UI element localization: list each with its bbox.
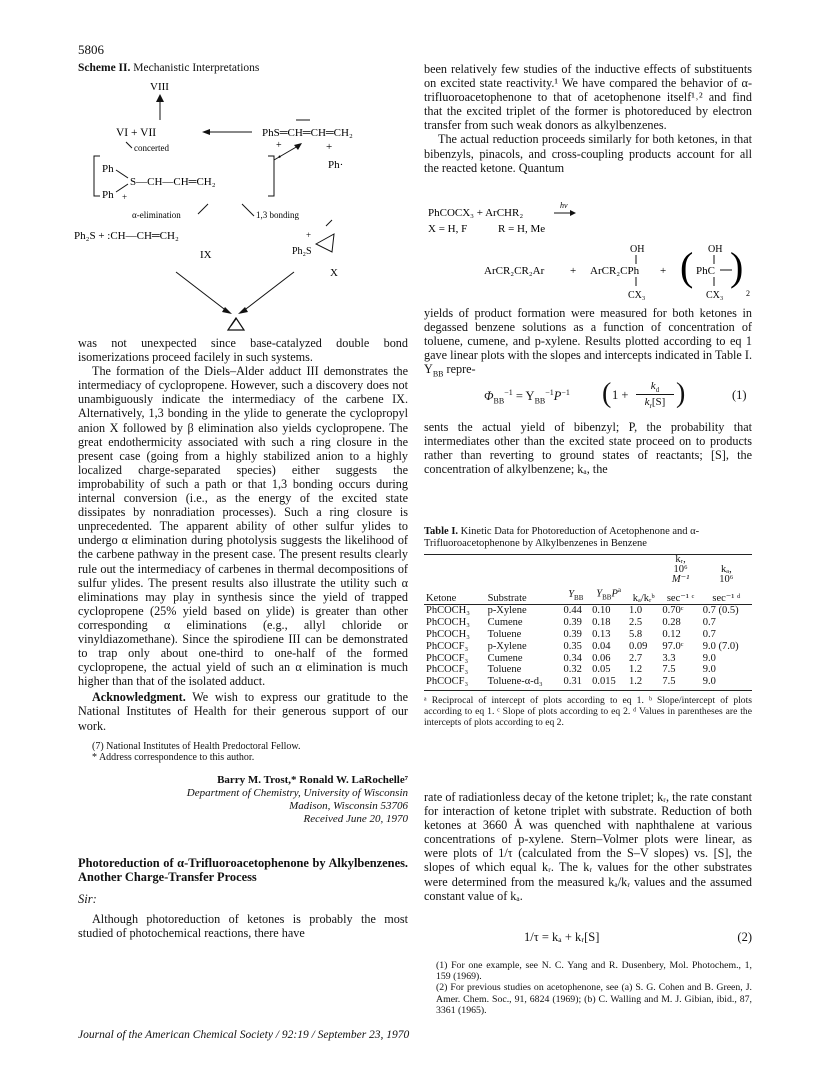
table-cell: 0.06 [592,652,611,664]
table-cell: 3.3 [662,652,676,664]
table-cell: 2.7 [629,652,643,664]
footnote-1: (1) For one example, see N. C. Yang and R. Dusenbery, Mol. Photochem., 1, 159 (1969). [436,960,752,983]
journal-footer: Journal of the American Chemical Society / 92:19 / September 23, 1970 [78,1029,410,1041]
table-cell: Toluene-α-d₃ [487,676,543,688]
table-cell: Toluene [487,664,522,676]
left-column [78,336,408,940]
arrow-left-head [202,129,210,135]
arrow-up-head [156,94,164,102]
head-sec2: sec⁻¹ ᵈ [712,592,741,604]
eq1-number: (1) [732,388,747,402]
product-cross: ArCR₂CPh [590,265,640,277]
label-vi-vii: VI + VII [116,127,157,139]
table-cell: Cumene [487,617,523,629]
table-cell: 1.2 [629,664,643,676]
table-cell: 0.44 [563,605,582,617]
head-substrate: Substrate [487,592,527,604]
arrow-alpha [198,204,208,214]
article-title: Photoreduction of α-Trifluoroacetophenone by Alkylbenzenes. Another Charge-Transfer Process [78,855,408,884]
cation-chain: S—CH—CH═CH₂ [130,176,216,188]
label-concerted: concerted [134,143,169,153]
eq1-equals: = Y [515,389,535,404]
table-cell: p-Xylene [487,640,527,652]
label-viii: VIII [150,81,169,93]
bracket-left [94,156,100,196]
right-para-5-wrap [424,790,752,903]
ack-label: Acknowledgment. [92,690,186,705]
head-kdkr: kₐ/kᵣᵇ [632,592,655,604]
table-cell: 0.31 [563,676,582,688]
table-cell: 1.0 [629,605,643,617]
converge-left [176,272,228,312]
reaction-scheme [424,200,754,302]
arrow-diag-head [294,143,302,150]
scheme-label: Scheme II. [78,62,131,74]
plus-2: + [660,265,667,277]
eq1-paren-l: ( [602,378,612,409]
table-cell: 5.8 [629,628,643,640]
eq1-kd: k [650,380,656,392]
right-para-4-wrap [424,420,752,476]
head-ybb: $Y_{BB}$ [568,588,584,602]
table-row [424,676,752,688]
table-cell: PhCOCF₃ [426,664,469,676]
table-cell: 0.18 [592,617,611,629]
rxn-arrow-head [570,210,576,216]
salutation: Sir: [78,891,97,906]
eq2-number: (2) [737,930,752,944]
table-cell: 0.35 [563,640,582,652]
table-head [424,585,752,605]
converge-right [242,272,294,312]
table-cell: 7.5 [662,664,676,676]
table-cell: PhCOCF₃ [426,640,469,652]
cx3-2: CX₃ [706,290,724,301]
kinetic-table [424,554,752,688]
right-para-3-wrap [424,306,752,382]
table-cell: 0.39 [563,628,582,640]
ph-radical: Ph· [328,159,344,171]
authors: Barry M. Trost,* Ronald W. LaRochelle⁷ [217,773,408,786]
label-x: X [330,267,338,279]
table-cell: PhCOCF₃ [426,676,469,688]
ring-plus: + [306,230,312,240]
table-cell: 0.70ᶜ [662,605,684,617]
table-cell: 0.7 [702,628,716,640]
rxn-r: R = H, Me [498,223,546,235]
table-cell: Toluene [487,628,522,640]
table-cell: p-Xylene [487,605,527,617]
table-cell: 0.10 [592,605,611,617]
footnote-7: (7) National Institutes of Health Predoctoral Fellow. [92,740,301,752]
cation-ph2: Ph [102,189,114,201]
head-sec1: sec⁻¹ ᶜ [666,592,695,604]
cation-plus: + [122,192,128,202]
label-13-bonding: 1,3 bonding [256,210,300,220]
eq1-one: 1 + [612,388,629,402]
table-cell: 0.7 [702,617,716,629]
concerted-arrow [126,142,132,148]
eq1-kr: k [644,396,650,408]
table-body [424,605,752,688]
cyclopropyl-ring [316,234,334,252]
table-row [424,605,752,617]
oh-1: OH [630,244,645,255]
table-cell: 0.39 [563,617,582,629]
cation-ph1: Ph [102,163,114,175]
arrow-13 [242,204,254,216]
left-para-2: The formation of the Diels–Alder adduct III demonstrates the intermediacy of cyclopropene. However, such a discovery does not unambiguously indicate the intermediacy of the carbene IX. Alternatively, 1,3 bonding in the ylide to generate the cyclopropyl anion X followed by β elimination also yields cyclopropene. The great endothermicity associated with such a ring closure in the present case (going from a highly stabilized anion to a highly localized charge-separated species) either suggests the improbability of such a path or that 1,3 bonding occurs during internal conversion (i.e., as the energy of the excited state dissipates by nonradiation processes). Such a ring closure is unprecedented. The apparent ability of other sulfur ylides to undergo α elimination during photolysis suggests the likelihood of the carbene pathway in the present case. The present results clearly rule out the intermediacy of carbenes in thermal decompositions of sulfur ylides. The present results also illustrate the utility such α eliminations may play in synthesis since the yield of trapped cyclopropene (25% yield based on ylide) is greater than other corresponding α eliminations (e.g., allyl chloride or vinyldiazomethane). Since the spirodiene III can be demonstrated to trap only about one-third to one-half of the formed cyclopropene, the actual yield of such an α elimination is much higher than that of the isolated adduct. [78,364,408,689]
table-caption-text: Kinetic Data for Photoreduction of Acetophenone and α-Trifluoroacetophenone by Alkylbenzenes in Benzene [424,526,700,549]
right-column [424,62,752,175]
page-number: 5806 [78,42,104,57]
department: Department of Chemistry, University of Wisconsin [186,786,408,799]
table-cell: PhCOCH₃ [426,605,470,617]
bond-ph1 [116,170,128,178]
product-bibenzyl: ArCR₂CR₂Ar [484,265,545,277]
right-para-5: rate of radiationless decay of the ketone triplet; kᵣ, the rate constant for interaction of ketone triplet with substrate. Reduction of both ketones at 3660 Å was quenched with naphthalene at various concentrations of p-xylene. Stern–Volmer plots were linear, as were plots of 1/τ (calculated from the S–V slopes) vs. [S], the slopes of which equal kᵣ. The kᵣ values for the other substrates were determined from the measured kₐ/kᵣ values and the assumed constant value of kₐ. [424,790,752,903]
table-note: ᵃ Reciprocal of intercept of plots according to eq 1. ᵇ Slope/intercept of plots according to eq 1. ᶜ Slope of plots according to eq 2. ᵈ Values in parentheses are the intercepts of plots according to eq 2. [424,694,752,728]
carbene-products: Ph₂S + :CH—CH═CH₂ [74,230,179,242]
cx3-1: CX₃ [628,290,646,301]
table-row [424,629,752,641]
label-ix: IX [200,249,212,261]
intro-text: Although photoreduction of ketones is probably the most studied of photochemical reactions, there have [78,911,408,940]
scheme-caption: Mechanistic Interpretations [133,62,260,74]
acknowledgment [78,690,408,732]
table-cell: 9.0 [702,664,716,676]
right-para-2: The actual reduction proceeds similarly for both ketones, in that bibenzyls, pinacols, and cross-coupling products account for all the reacted ketone. Quantum [424,132,752,175]
table-head-top [424,555,752,586]
table-cell: 9.0 [702,652,716,664]
received-date: Received June 20, 1970 [303,812,408,825]
subscript-2: 2 [746,289,750,298]
bracket-dot: • [278,152,282,162]
table-row [424,653,752,665]
table-cell: 0.32 [563,664,582,676]
rxn-hv: hν [560,201,568,210]
p3-end: repre- [443,362,476,377]
equation-1: $\Phi_{BB}^{-1} = Y_{BB}^{-1}P^{-1}$ ( 1 + $k_d$ $k_r[S]$ ) (1) [484,378,747,411]
right-para-3 [424,306,752,382]
plus-1: + [570,265,577,277]
table-cell: PhCOCH₃ [426,617,470,629]
footnote-2: (2) For previous studies on acetophenone, see (a) S. G. Cohen and B. Green, J. Amer. Chem. Soc., 91, 6824 (1969); (b) C. Walling and M. J. Gibian, ibid., 87, 3361 (1965). [436,982,752,1016]
city: Madison, Wisconsin 53706 [289,799,408,812]
left-para-1: was not unexpected since base-catalyzed double bond isomerizations proceed facilely in such systems. [78,336,408,365]
ph2s-ring: Ph₂S [292,246,312,257]
table-cell: 0.12 [662,628,681,640]
table-cell: 0.015 [592,676,616,688]
eq1-numerator: $k_d$ [636,380,674,395]
right-para-4: sents the actual yield of bibenzyl; P, the probability that intermediates other than the excited state proceed on to products rather than reverting to ground states of reactants; [S], the concentration of alkylbenzene; kₐ, the [424,420,752,477]
table-cell: PhCOCF₃ [426,652,469,664]
scheme-title [78,62,259,74]
rxn-reactants: PhCOCX₃ + ArCHR₂ [428,207,524,219]
p3-sub: BB [432,369,444,379]
table-cell: 0.09 [629,640,648,652]
plus-charge: + [276,140,282,151]
eq1-denominator: $k_r[S]$ [644,396,666,411]
table-cell: 0.7 (0.5) [702,605,739,617]
product-pinacol: PhC [696,265,715,277]
table-cell: 1.2 [629,676,643,688]
head-ketone: Ketone [426,592,457,604]
right-para-1: been relatively few studies of the inductive effects of substituents on excited state reactivity.¹ We have compared the behavior of α-trifluoroacetophenone to that of acetophenone itself¹˒² and find that the excited triplet of the former is photoreduced by electron transfer from such weak donors as alkylbenzenes. [424,62,752,133]
table-1 [424,526,752,728]
head-kd: kₐ, 10⁶ [719,564,734,585]
paren-right: ) [730,244,744,289]
table-cell: PhCOCH₃ [426,628,470,640]
table-row [424,664,752,676]
table-cell: 7.5 [662,676,676,688]
table-row [424,641,752,653]
right-footnotes [424,960,752,1016]
oh-2: OH [708,244,723,255]
plus-top: + [326,141,333,153]
ring-arrow [326,220,332,226]
p3-text: yields of product formation were measured for both ketones in degassed benzene solutions as a function of concentration of toluene, cumene, and p-xylene. Results plotted according to eq 1 gave linear plots with the slopes and intercepts indicated in Table I. Y [424,306,752,377]
table-cell: 9.0 (7.0) [702,640,739,652]
ylide-top: PhS═CH═CH═CH₂ [262,127,353,139]
bond-ph2 [116,184,128,192]
eq1-p: P [553,389,562,404]
table-cell: Cumene [487,652,523,664]
cyclopropene-double [231,319,236,326]
footnote-star: * Address correspondence to this author. [92,752,255,764]
table-cell: 97.0ᶜ [662,640,684,652]
bracket-right [268,156,274,196]
table-cell: 2.5 [629,617,643,629]
table-cell: 0.04 [592,640,611,652]
table-row [424,617,752,629]
head-ybbp: $Y_{BB}P^a$ [596,586,621,602]
eq1-paren-r: ) [676,378,686,409]
rxn-x: X = H, F [428,223,468,235]
table-cell: 0.13 [592,628,611,640]
eq2-body: 1/τ = kₐ + kᵣ[S] [524,930,600,944]
head-kr: kᵣ, 10⁶ M⁻¹ [671,554,690,585]
scheme-diagram [70,76,410,334]
label-alpha-elim: α-elimination [132,210,181,220]
ack-text: We wish to express our gratitude to the National Institutes of Health for their generous support of our work. [78,690,408,733]
table-cell: 0.05 [592,664,611,676]
signature-block [78,774,408,826]
table-cell: 0.34 [563,652,582,664]
table-cell: 0.28 [662,617,681,629]
table-cell: 9.0 [702,676,716,688]
eq1-phi: Φ [484,389,494,404]
table-label: Table I. [424,526,459,537]
paren-left: ( [680,244,694,289]
table-caption [424,526,752,550]
